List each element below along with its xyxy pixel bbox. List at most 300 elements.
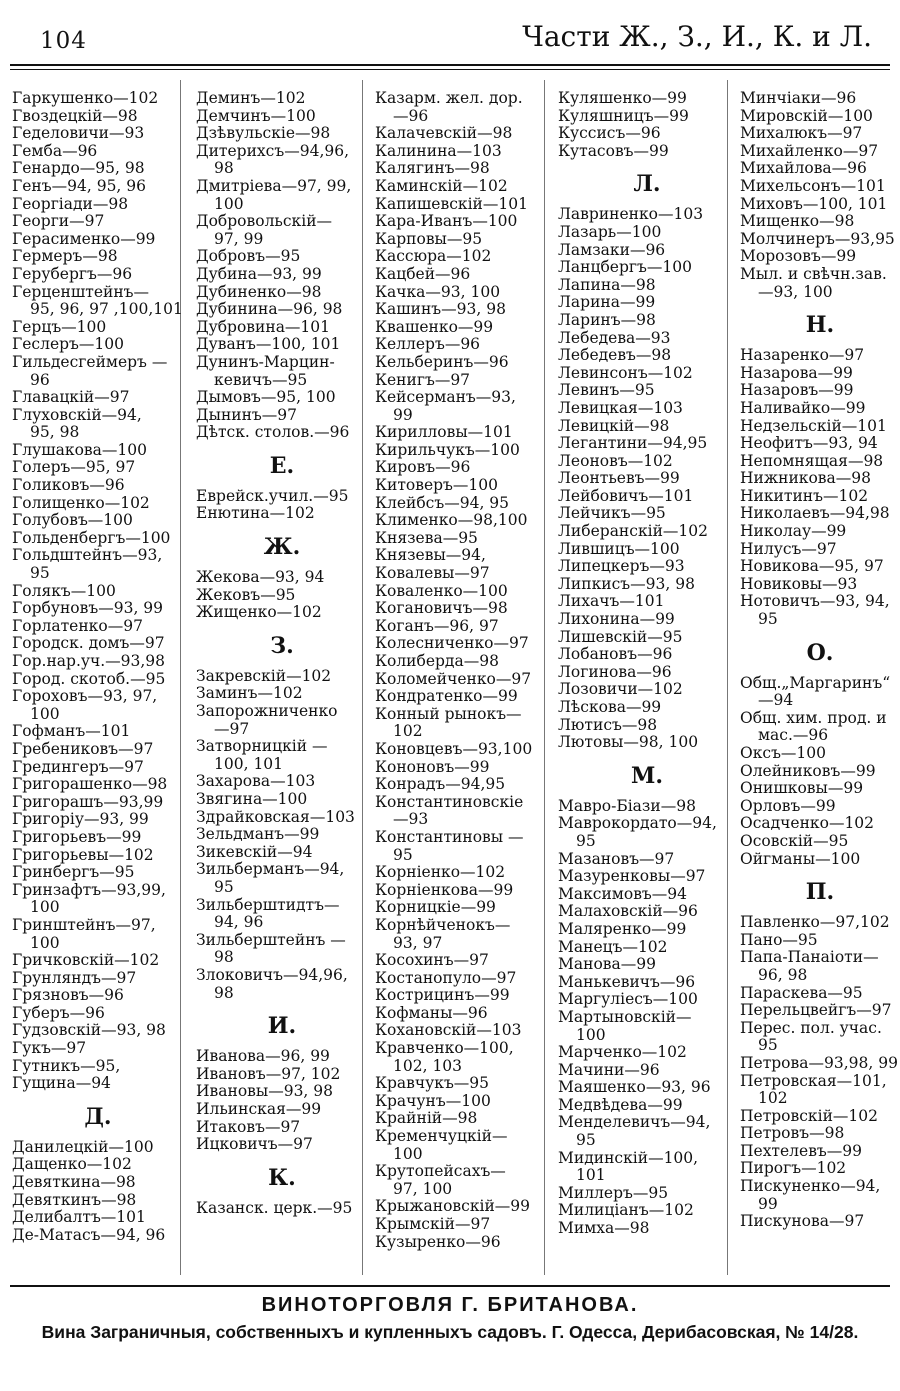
directory-entry: Герасименко—99 [12,229,156,248]
directory-entry: Оксъ—100 [740,744,827,762]
section-letter: О. [806,639,834,666]
directory-entry: Гвоздецкій—98 [12,106,138,125]
directory-entry: Кирилловы—101 [375,423,513,442]
page-number: 104 [40,28,87,54]
directory-entry: Лѣскова—99 [558,698,662,716]
directory-entry: Наливайко—99 [740,398,866,417]
directory-entry: Голякъ—100 [12,581,116,600]
directory-entry: Зильберштейнъ — [196,930,346,949]
section-letter: П. [805,879,835,906]
directory-entry: Ицковичъ—97 [196,1135,313,1154]
directory-entry: Гольдштейнъ—93, [12,546,163,565]
entry-continuation: 100 [30,898,60,917]
directory-entry: Зикевскій—94 [196,842,313,861]
directory-entry: Кассюра—102 [375,247,492,266]
directory-entry: Корнѣйченокъ— [375,915,511,934]
directory-entry: Заминъ—102 [196,684,303,703]
top-rule-thin [10,69,890,70]
directory-entry: Косохинъ—97 [375,951,489,970]
directory-entry: Де-Матасъ—94, 96 [12,1225,166,1244]
entry-continuation: 94, 96 [214,913,264,932]
directory-entry: Перельцвейгъ—97 [740,1001,892,1020]
directory-entry: Дубина—93, 99 [196,264,322,283]
entry-continuation: —93, 100 [758,282,833,301]
directory-entry: Кашинъ—93, 98 [375,300,506,319]
entry-continuation: 100 [576,1025,606,1044]
directory-entry: Георги—97 [12,212,105,231]
directory-entry: Дитерихсъ—94,96, [196,141,350,160]
directory-entry: Гринштейнъ—97, [12,915,156,934]
directory-entry: Молчинеръ—93,95 [740,229,895,248]
directory-entry: Нижникова—98 [740,469,871,488]
directory-entry: Петровъ—98 [740,1124,845,1143]
directory-entry: Глушакова—100 [12,440,147,459]
directory-entry: Добровъ—95 [196,247,301,266]
directory-entry: Горлатенко—97 [12,616,143,635]
directory-entry: Параскева—95 [740,983,863,1002]
directory-entry: Григорашъ—93,99 [12,792,164,811]
directory-entry: Куляшенко—99 [558,89,687,107]
directory-entry: Когановичъ—98 [375,599,508,618]
directory-entry: Лобановъ—96 [558,645,673,664]
directory-entry: Нилусъ—97 [740,539,837,558]
directory-entry: Пискуненко—94, [740,1177,881,1196]
directory-entry: Маляренко—99 [558,919,687,938]
directory-entry: Ивановъ—97, 102 [196,1064,341,1083]
running-title: Части Ж., З., И., К. и Л. [522,20,872,53]
directory-entry: Казанск. церк.—95 [196,1198,353,1217]
directory-entry: Гороховъ—93, 97, [12,687,158,706]
directory-entry: Иванова—96, 99 [196,1047,330,1066]
entry-continuation: 95 [758,610,778,629]
section-letter: З. [270,632,294,659]
entry-continuation: 98 [214,948,234,967]
directory-entry: Дунинъ-Марцин- [196,352,335,371]
directory-entry: Казарм. жел. дор. [375,89,523,107]
directory-entry: Коганъ—96, 97 [375,616,499,635]
directory-entry: Перес. пол. учас. [740,1018,882,1037]
section-letter: Д. [84,1103,112,1130]
section-letter: Н. [805,312,835,339]
entry-continuation: 97, 99 [214,229,264,248]
directory-entry: Гермеръ—98 [12,247,118,266]
directory-entry: Легантини—94,95 [558,434,708,453]
directory-entry: Звягина—100 [196,790,308,808]
entry-continuation: 95, 98 [30,423,80,442]
directory-entry: Медвѣдева—99 [558,1095,683,1114]
entry-continuation: —96 [393,106,429,125]
entry-continuation: 96 [30,370,50,389]
directory-entry: Коновцевъ—93,100 [375,739,533,758]
directory-entry: Коваленко—100 [375,581,508,600]
directory-entry: Дащенко—102 [12,1155,132,1174]
directory-entry: Левинъ—95 [558,381,655,400]
entry-continuation: 100 [30,933,60,952]
directory-entry: Лазарь—100 [558,222,662,241]
directory-entry: Кравченко—100, [375,1039,514,1058]
directory-entry: Ковалевы—97 [375,564,490,583]
directory-entry: Гринзафтъ—93,99, [12,880,166,899]
directory-entry: Демчинъ—100 [196,106,316,125]
directory-entry: Кара-Иванъ—100 [375,212,518,231]
entry-continuation: 100 [214,194,244,213]
directory-entry: Колесниченко—97 [375,634,529,653]
directory-entry: Куссисъ—96 [558,124,661,143]
entry-continuation: 95 [30,564,50,583]
directory-entry: Калягинъ—98 [375,159,490,178]
directory-entry: Михайлова—96 [740,159,867,178]
directory-entry: Григоріу—93, 99 [12,810,149,829]
directory-entry: Мидинскій—100, [558,1148,699,1167]
directory-entry: Гущина—94 [12,1074,111,1093]
directory-entry: Голубовъ—100 [12,511,133,530]
directory-entry: Зельдманъ—99 [196,825,320,844]
directory-entry: Горбуновъ—93, 99 [12,599,164,618]
directory-entry: Крутопейсахъ— [375,1162,506,1181]
directory-entry: Кировъ—96 [375,458,471,477]
directory-entry: Куляшницъ—99 [558,106,689,125]
entry-continuation: 99 [393,405,413,424]
directory-entry: Николау—99 [740,522,847,541]
directory-entry: Дымовъ—95, 100 [196,388,336,407]
directory-entry: Лютовы—98, 100 [558,733,699,752]
entry-continuation: —97 [214,719,250,738]
directory-entry: Манецъ—102 [558,937,668,956]
directory-entry: Менделевичъ—94, [558,1113,711,1132]
directory-entry: Качка—93, 100 [375,282,501,301]
directory-entry: Мимха—98 [558,1219,650,1238]
directory-entry: Голищенко—102 [12,493,150,512]
directory-column [375,90,547,1251]
directory-entry: Клейбсъ—94, 95 [375,493,510,512]
directory-entry: Кацбей—96 [375,264,471,283]
directory-entry: Лейбовичъ—101 [558,486,694,505]
directory-entry: Запорожниченко [196,702,338,721]
directory-entry: Дубиненко—98 [196,282,322,301]
directory-entry: Липецкеръ—93 [558,557,685,576]
directory-entry: Лившицъ—100 [558,539,680,558]
directory-entry: Дубинина—96, 98 [196,300,343,319]
entry-continuation: 95, 96, 97 ,100,101 [30,300,183,319]
directory-entry: Здрайковская—103 [196,807,355,826]
directory-entry: Мавро-Біази—98 [558,796,696,815]
directory-entry: Милиціанъ—102 [558,1201,694,1220]
entry-continuation: кевичъ—95 [214,370,308,389]
directory-column [196,90,368,1217]
directory-entry: Кутасовъ—99 [558,141,669,160]
directory-entry: Герценштейнъ— [12,282,150,301]
directory-entry: Жековъ—95 [196,585,296,604]
directory-entry: Кононовъ—99 [375,757,490,776]
entry-continuation: 96, 98 [758,965,808,984]
directory-entry: Константиновы — [375,827,524,846]
directory-entry: Дынинъ—97 [196,405,298,424]
directory-entry: Новикова—95, 97 [740,557,884,576]
directory-entry: Гудзовскій—93, 98 [12,1021,166,1040]
directory-entry: Мировскій—100 [740,106,873,125]
directory-entry: Затворницкій — [196,737,328,756]
section-letter: Е. [269,452,295,479]
directory-entry: Кондратенко—99 [375,687,518,706]
directory-column [558,90,736,1238]
directory-entry: Павленко—97,102 [740,913,890,932]
entry-continuation: мас.—96 [758,726,829,745]
directory-entry: Петрова—93,98, 99 [740,1053,898,1072]
directory-entry: Капишевскій—101 [375,194,528,213]
directory-entry: Лихачъ—101 [558,592,665,611]
directory-entry: Корніенкова—99 [375,880,514,899]
directory-entry: Ильинская—99 [196,1099,322,1118]
entry-continuation: 95 [576,831,596,850]
directory-entry: Каминскій—102 [375,176,508,195]
directory-entry: Дѣтск. столов.—96 [196,423,350,442]
directory-entry: Ланцбергъ—100 [558,258,692,277]
section-letter: Л. [633,171,661,198]
directory-entry: Крыжановскій—99 [375,1197,531,1216]
directory-entry: Конрадъ—94,95 [375,775,506,794]
directory-entry: Непомнящая—98 [740,451,884,470]
section-letter: И. [267,1013,297,1040]
directory-entry: Герцъ—100 [12,317,107,336]
directory-entry: Михайленко—97 [740,141,879,160]
directory-entry: Геделовичи—93 [12,124,145,143]
directory-entry: Григорьевы—102 [12,845,154,864]
directory-entry: Калинина—103 [375,141,502,160]
entry-continuation: 100 [30,704,60,723]
directory-entry: Злоковичъ—94,96, [196,965,348,984]
directory-entry: Добровольскій— [196,212,333,231]
directory-entry: Константиновскіе [375,792,524,811]
directory-entry: Гофманъ—101 [12,722,131,741]
directory-entry: Лейчикъ—95 [558,504,666,523]
directory-entry: Пехтелевъ—99 [740,1141,863,1160]
directory-entry: Григорашенко—98 [12,775,168,794]
directory-entry: Крымскій—97 [375,1215,491,1233]
directory-entry: Морозовъ—99 [740,247,857,266]
directory-entry: Кельберинъ—96 [375,352,509,371]
directory-entry: Кузыренко—96 [375,1232,501,1251]
advertisement-text: Вина Заграничныя, собственныхъ и купленныхъ садовъ. Г. Одесса, Дерибасовская, № 14/28. [41,1322,859,1342]
directory-entry: Леоновъ—102 [558,451,673,470]
directory-entry: Дмитріева—97, 99, [196,176,352,195]
directory-entry: Леонтьевъ—99 [558,469,680,488]
directory-entry: Кохановскій—103 [375,1021,522,1040]
directory-entry: Миллеръ—95 [558,1183,669,1202]
entry-continuation: —94 [758,691,794,710]
directory-entry: Девяткина—98 [12,1173,136,1192]
directory-entry: Новиковы—93 [740,574,858,593]
directory-entry: Левицкій—98 [558,416,670,435]
entry-continuation: 95 [214,877,234,896]
directory-entry: Данилецкій—100 [12,1137,154,1156]
directory-entry: Дуванъ—100, 101 [196,335,341,354]
entry-continuation: 102 [393,722,423,741]
directory-entry: Голиковъ—96 [12,476,125,495]
bottom-rule [10,1285,890,1287]
directory-entry: Мартыновскій— [558,1007,692,1026]
directory-entry: Олейниковъ—99 [740,761,876,780]
directory-entry: Гутникъ—95, [12,1056,121,1075]
directory-entry: Гор.нар.уч.—93,98 [12,652,166,670]
directory-entry: Главацкій—97 [12,388,130,407]
directory-entry: Назаровъ—99 [740,381,854,400]
directory-entry: Недзельскій—101 [740,416,887,435]
directory-entry: Грунляндъ—97 [12,968,137,987]
directory-entry: Корницкіе—99 [375,898,496,917]
directory-entry: Еврейск.учил.—95 [196,486,349,505]
directory-entry: Лапина—98 [558,275,656,294]
directory-entry: Клименко—98,100 [375,511,528,530]
entry-continuation: 99 [758,1194,778,1213]
directory-entry: Дзѣвульскіе—98 [196,124,331,143]
entry-continuation: 97, 100 [393,1179,453,1198]
directory-entry: Крачунъ—100 [375,1091,491,1110]
directory-entry: Дубровина—101 [196,317,331,336]
directory-entry: Генардо—95, 98 [12,159,145,178]
advertisement-title: ВИНОТОРГОВЛЯ Г. БРИТАНОВА. [261,1294,639,1316]
directory-entry: Делибалтъ—101 [12,1208,146,1227]
directory-entry: Китоверъ—100 [375,476,499,495]
directory-entry: Лишевскій—95 [558,627,683,646]
directory-entry: Зильберштидтъ— [196,895,340,914]
top-rule [10,64,890,66]
directory-entry: Колиберда—98 [375,652,499,670]
directory-entry: Левицкая—103 [558,398,683,417]
directory-entry: Квашенко—99 [375,317,494,336]
directory-entry: Лихонина—99 [558,610,675,629]
directory-entry: Конный рынокъ— [375,704,522,723]
directory-column [740,90,900,1231]
entry-continuation: 102 [758,1089,788,1108]
directory-entry: Григорьевъ—99 [12,827,142,846]
directory-entry: Нотовичъ—93, 94, [740,592,890,611]
directory-entry: Карповы—95 [375,229,483,248]
directory-entry: Либеранскій—102 [558,522,709,541]
section-letter: Ж. [263,534,301,561]
directory-entry: Никитинъ—102 [740,486,869,505]
directory-entry: Кострицинъ—99 [375,986,510,1005]
directory-entry: Петровскій—102 [740,1106,878,1125]
directory-entry: Пано—95 [740,930,818,949]
directory-entry: Деминъ—102 [196,89,306,107]
directory-entry: Кирильчукъ—100 [375,440,520,459]
entry-continuation: 93, 97 [393,933,443,952]
directory-entry: Енютина—102 [196,504,315,523]
directory-entry: Гукъ—97 [12,1039,87,1058]
directory-entry: Гемба—96 [12,141,98,160]
directory-entry: Жищенко—102 [196,603,322,622]
directory-entry: Папа-Панаіоти— [740,948,879,967]
directory-entry: Город. скотоб.—95 [12,669,166,688]
entry-continuation: 98 [214,159,234,178]
entry-continuation: 102, 103 [393,1056,463,1075]
directory-entry: Онишковы—99 [740,779,864,798]
directory-entry: Общ. хим. прод. и [740,708,887,727]
directory-entry: Грязновъ—96 [12,986,124,1005]
directory-entry: Пирогъ—102 [740,1159,847,1178]
entry-continuation: 98 [214,983,234,1002]
directory-entry: Общ.„Маргаринъ“ [740,673,891,692]
entry-continuation: —93 [393,810,429,829]
entry-continuation: 101 [576,1166,606,1185]
directory-entry: Логинова—96 [558,662,672,681]
directory-entry: Губеръ—96 [12,1003,105,1022]
directory-column [12,90,184,1244]
directory-entry: Марченко—102 [558,1043,687,1062]
directory-entry: Лавриненко—103 [558,205,704,224]
directory-entry: Гричковскій—102 [12,951,160,970]
directory-entry: Жекова—93, 94 [196,568,325,587]
directory-entry: Ларина—99 [558,293,656,312]
directory-entry: Келлеръ—96 [375,335,481,354]
entry-continuation: 95 [758,1036,778,1055]
directory-entry: Мищенко—98 [740,212,855,231]
directory-entry: Пискунова—97 [740,1212,865,1231]
directory-entry: Осадченко—102 [740,814,875,833]
directory-entry: Манькевичъ—96 [558,972,696,991]
directory-entry: Кенигъ—97 [375,370,471,389]
entry-continuation: 100 [393,1144,423,1163]
directory-entry: Коломейченко—97 [375,669,532,688]
directory-entry: Липкисъ—93, 98 [558,574,695,593]
directory-entry: Захарова—103 [196,772,316,791]
directory-entry: Назарова—99 [740,363,853,382]
entry-continuation: 95 [576,1131,596,1150]
directory-entry: Гредингеръ—97 [12,757,144,776]
directory-entry: Костанопуло—97 [375,968,517,987]
directory-entry: Кременчуцкій— [375,1127,508,1146]
directory-entry: Миховъ—100, 101 [740,194,888,213]
directory-entry: Малаховскій—96 [558,902,698,921]
directory-entry: Левинсонъ—102 [558,363,693,382]
directory-entry: Мазановъ—97 [558,849,675,868]
directory-entry: Михалюкъ—97 [740,124,863,143]
directory-columns [10,89,898,1275]
directory-entry: Маргуліесъ—100 [558,990,698,1009]
directory-entry: Калачевскій—98 [375,124,513,143]
directory-entry: Корніенко—102 [375,863,506,882]
directory-entry: Зильберманъ—94, [196,860,345,879]
directory-entry: Назаренко—97 [740,346,865,365]
directory-entry: Лебедевъ—98 [558,346,672,365]
directory-entry: Николаевъ—94,98 [740,504,890,523]
directory-entry: Манова—99 [558,955,656,974]
directory-entry: Осовскій—95 [740,831,849,850]
directory-entry: Гаркушенко—102 [12,89,159,107]
directory-entry: Князевы—94, [375,546,486,565]
directory-entry: Петровская—101, [740,1071,887,1090]
directory-entry: Итаковъ—97 [196,1117,301,1136]
section-letter: К. [268,1164,296,1191]
directory-entry: Гребениковъ—97 [12,739,154,758]
directory-entry: Князева—95 [375,528,478,547]
directory-entry: Девяткинъ—98 [12,1190,137,1209]
directory-entry: Мачини—96 [558,1060,660,1079]
directory-entry: Городск. домъ—97 [12,634,165,653]
directory-entry: Михельсонъ—101 [740,176,886,195]
directory-entry: Георгіади—98 [12,194,129,213]
directory-entry: Лозовичи—102 [558,680,683,699]
directory-entry: Генъ—94, 95, 96 [12,176,147,195]
directory-entry: Кофманы—96 [375,1003,488,1022]
directory-entry: Кравчукъ—95 [375,1074,490,1093]
directory-entry: Мыл. и свѣчн.зав. [740,264,887,283]
directory-entry: Ларинъ—98 [558,310,656,329]
directory-entry: Лютисъ—98 [558,715,658,734]
directory-entry: Ивановы—93, 98 [196,1082,334,1101]
directory-entry: Гильдесгеймеръ — [12,352,168,371]
directory-entry: Маврокордато—94, [558,814,717,833]
